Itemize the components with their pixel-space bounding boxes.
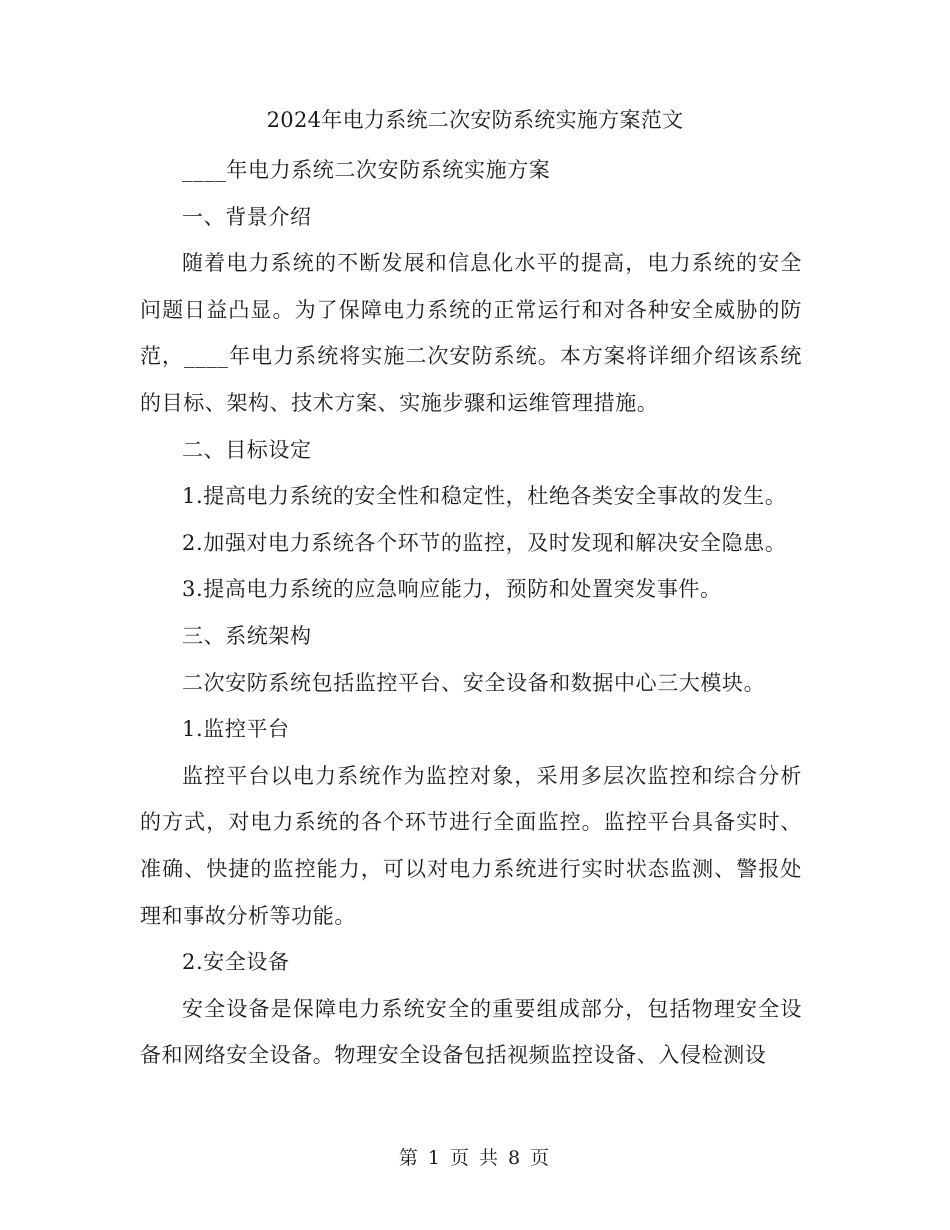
- paragraph-monitoring-platform: 监控平台以电力系统作为监控对象，采用多层次监控和综合分析的方式，对电力系统的各个环节进行全面监控。监控平台具备实时、准确、快捷的监控能力，可以对电力系统进行实时状态监测、警报处理和事故分析等功能。: [140, 763, 802, 928]
- paragraph-background: 随着电力系统的不断发展和信息化水平的提高，电力系统的安全问题日益凸显。为了保障电力系统的正常运行和对各种安全威胁的防范，____年电力系统将实施二次安防系统。本方案将详细介绍该系统的目标、架构、技术方案、实施步骤和运维管理措施。: [140, 251, 802, 415]
- goal-item-2: 2.加强对电力系统各个环节的监控，及时发现和解决安全隐患。: [182, 530, 787, 555]
- subheading-monitoring-platform: 1.监控平台: [182, 717, 290, 742]
- document-title: 2024年电力系统二次安防系统实施方案范文: [266, 108, 684, 132]
- paragraph-security-equipment: 安全设备是保障电力系统安全的重要组成部分，包括物理安全设备和网络安全设备。物理安全设备包括视频监控设备、入侵检测设: [140, 996, 802, 1068]
- heading-architecture: 三、系统架构: [182, 623, 312, 648]
- document-body: [140, 147, 802, 1079]
- page-number: 第 1 页 共 8 页: [398, 1147, 552, 1169]
- paragraph-subtitle: ____年电力系统二次安防系统实施方案: [182, 158, 551, 182]
- goal-item-3: 3.提高电力系统的应急响应能力，预防和处置突发事件。: [182, 577, 722, 602]
- goal-item-1: 1.提高电力系统的安全性和稳定性，杜绝各类安全事故的发生。: [182, 484, 787, 509]
- subheading-security-equipment: 2.安全设备: [182, 950, 290, 975]
- heading-background: 一、背景介绍: [182, 204, 312, 229]
- heading-goals: 二、目标设定: [182, 437, 312, 462]
- paragraph-architecture: 二次安防系统包括监控平台、安全设备和数据中心三大模块。: [182, 670, 766, 695]
